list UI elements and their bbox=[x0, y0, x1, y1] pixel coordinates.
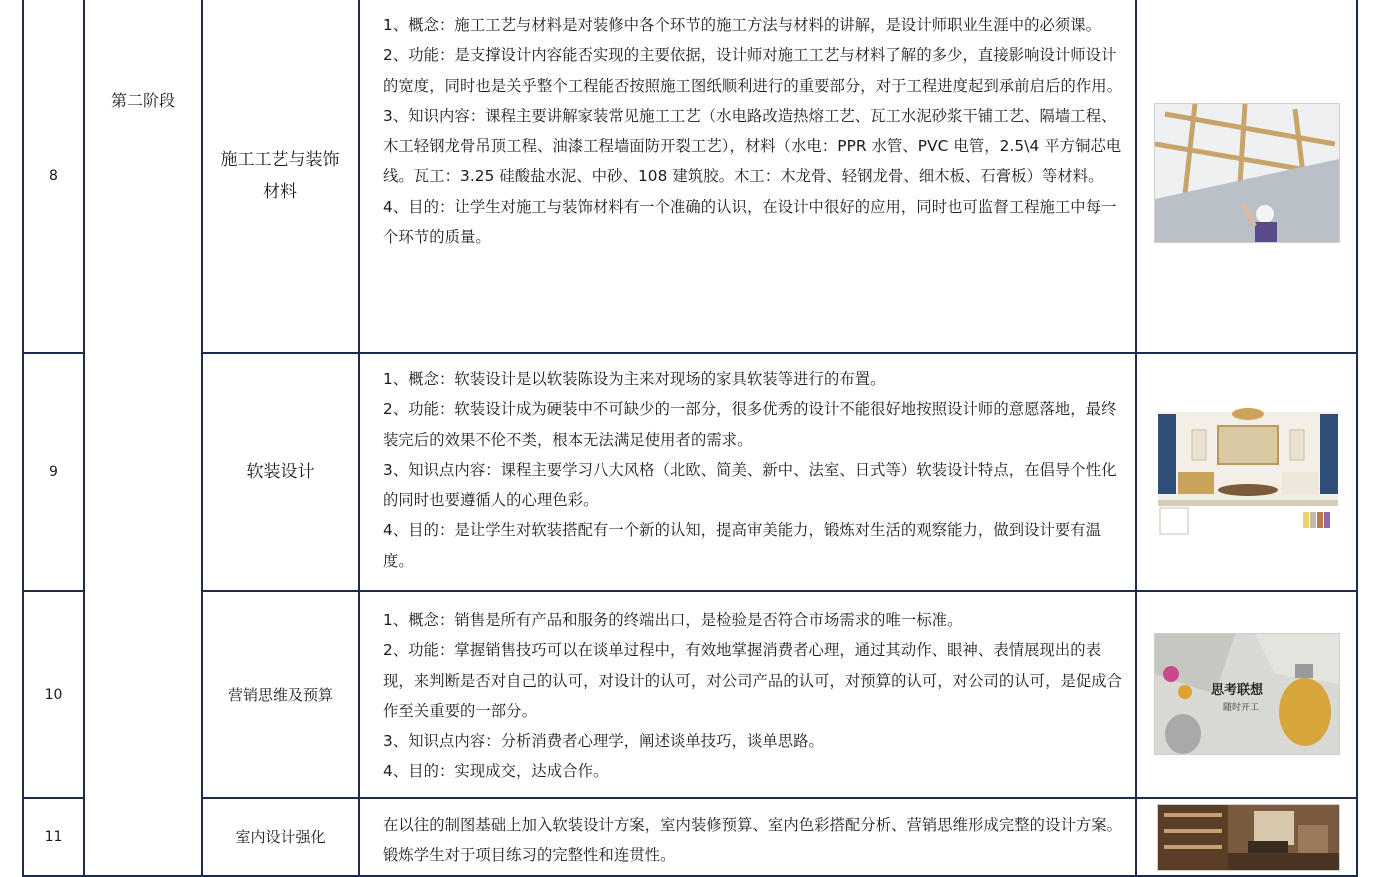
table-border bbox=[358, 0, 360, 877]
course-name: 施工工艺与装饰材料 bbox=[220, 150, 340, 202]
poster-title: 思考联想 bbox=[1211, 683, 1264, 698]
course-content bbox=[383, 10, 1131, 252]
row-number: 8 bbox=[49, 168, 58, 184]
content-paragraph: 3、知识点内容：课程主要学习八大风格（北欧、简美、新中、法室、日式等）软装设计特点，在倡导个性化的同时也要遵循人的心理色彩。 bbox=[383, 460, 1117, 510]
content-paragraph: 2、功能：软装设计成为硬装中不可缺少的一部分，很多优秀的设计不能很好地按照设计师的意愿落地，最终装完后的效果不伦不类，根本无法满足使用者的需求。 bbox=[383, 400, 1117, 449]
course-name: 软装设计 bbox=[246, 462, 315, 482]
living-room-rendering bbox=[1158, 404, 1338, 536]
course-content bbox=[383, 364, 1131, 576]
table-border bbox=[201, 352, 1358, 354]
content-paragraph: 1、概念：销售是所有产品和服务的终端出口，是检验是否符合市场需求的唯一标准。 bbox=[383, 611, 963, 629]
content-paragraph: 1、概念：软装设计是以软装陈设为主来对现场的家具软装等进行的布置。 bbox=[383, 370, 886, 388]
content-paragraph: 2、功能：掌握销售技巧可以在谈单过程中，有效地掌握消费者心理，通过其动作、眼神、表情展现出的表现，来判断是否对自己的认可，对设计的认可，对公司产品的认可，对预算的认可，对公司的认可，是促成合作至关重要的一部分。 bbox=[383, 641, 1123, 720]
study-room-interior bbox=[1157, 804, 1340, 871]
course-content bbox=[383, 605, 1131, 787]
thinking-lightbulb-poster bbox=[1154, 633, 1340, 755]
content-paragraph: 4、目的：让学生对施工与装饰材料有一个准确的认识，在设计中很好的应用，同时也可监督工程施工中每一个环节的质量。 bbox=[383, 197, 1117, 247]
course-content bbox=[383, 810, 1131, 871]
stage-label: 第二阶段 bbox=[110, 91, 175, 110]
ceiling-construction-photo bbox=[1154, 103, 1340, 243]
course-name: 室内设计强化 bbox=[235, 828, 326, 846]
table-border bbox=[1356, 0, 1358, 877]
content-paragraph: 4、目的：实现成交，达成合作。 bbox=[383, 762, 609, 781]
row-number: 11 bbox=[44, 829, 63, 845]
course-name: 营销思维及预算 bbox=[227, 685, 333, 704]
poster-subtitle: 随时开工 bbox=[1223, 703, 1260, 713]
table-border bbox=[83, 0, 85, 877]
table-border bbox=[201, 797, 1358, 799]
content-paragraph: 4、目的：是让学生对软装搭配有一个新的认知，提高审美能力，锻炼对生活的观察能力，做到设计要有温度。 bbox=[383, 521, 1102, 570]
table-border bbox=[201, 590, 1358, 592]
content-paragraph: 1、概念：施工工艺与材料是对装修中各个环节的施工方法与材料的讲解，是设计师职业生涯中的必须课。 bbox=[383, 16, 1102, 34]
content-paragraph: 3、知识点内容：分析消费者心理学，阐述谈单技巧，谈单思路。 bbox=[383, 732, 824, 751]
content-paragraph: 在以往的制图基础上加入软装设计方案，室内装修预算、室内色彩搭配分析、营销思维形成完整的设计方案。锻炼学生对于项目练习的完整性和连贯性。 bbox=[383, 816, 1123, 865]
content-paragraph: 3、知识内容：课程主要讲解家装常见施工工艺（水电路改造热熔工艺、瓦工水泥砂浆干铺工艺、隔墙工程、木工轻钢龙骨吊顶工程、油漆工程墙面防开裂工艺），材料（水电：PPR 水管、PVC 电管，2.5\4 平方铜芯电线。瓦工：3.25 硅酸盐水泥、中砂、108 建筑胶。木工：木龙骨、轻钢龙骨、细木板、石膏板）等材料。 bbox=[383, 106, 1122, 186]
table-border bbox=[1135, 0, 1137, 877]
row-number: 9 bbox=[49, 464, 58, 480]
row-number: 10 bbox=[44, 686, 63, 703]
content-paragraph: 2、功能：是支撑设计内容能否实现的主要依据，设计师对施工工艺与材料了解的多少，直接影响设计师设计的宽度，同时也是关乎整个工程能否按照施工图纸顺利进行的重要部分，对于工程进度起到承前启后的作用。 bbox=[383, 46, 1123, 95]
